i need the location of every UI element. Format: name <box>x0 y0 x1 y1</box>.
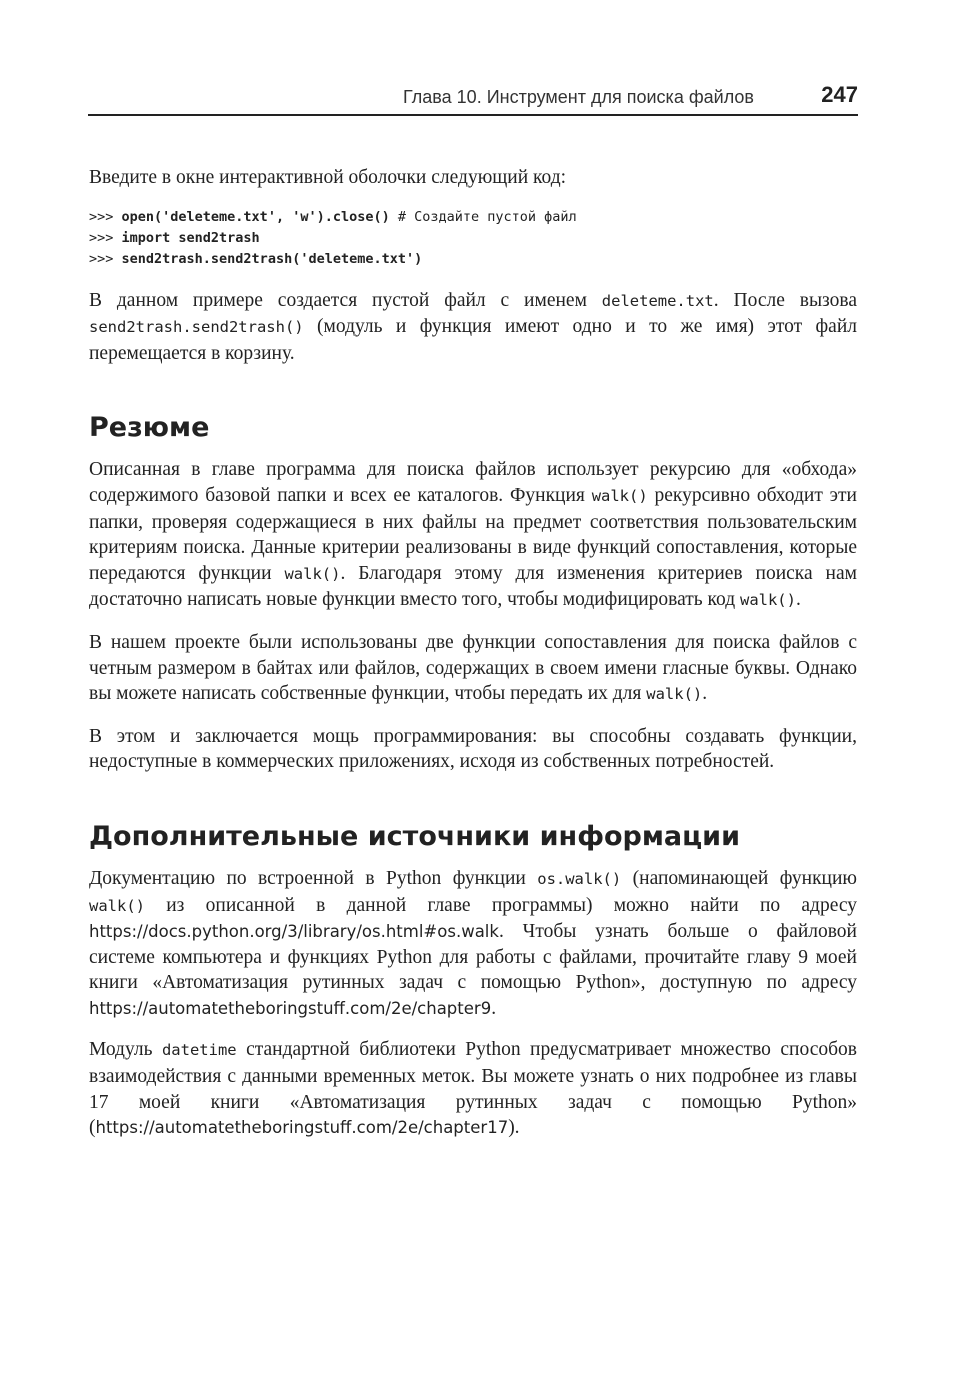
page-header <box>88 84 858 116</box>
text-span: Документацию по встроенной в Python функции <box>89 867 538 889</box>
page-number: 247 <box>821 82 858 107</box>
text-span: (модуль и функция имеют одно и то же имя) этот файл перемещается в корзину. <box>89 316 857 364</box>
text-span: . <box>702 683 708 705</box>
code-block <box>89 207 857 270</box>
text-span: В данном примере создается пустой файл с именем <box>89 289 602 311</box>
text-span: Модуль <box>89 1039 162 1061</box>
inline-code: datetime <box>161 1041 237 1060</box>
inline-code: send2trash.send2trash() <box>89 318 304 337</box>
inline-code: deleteme.txt <box>601 291 714 310</box>
resources-paragraph-2 <box>89 1037 857 1140</box>
code-prompt: >>> <box>89 229 122 246</box>
text-span: В нашем проекте были использованы две функции сопоставления для поиска файлов с четным размером в байтах или файлов, содержащих в своем имени гласные буквы. Однако вы можете написать собственные функции, чтобы передать их для <box>89 631 857 705</box>
inline-code: os.walk() <box>537 869 622 888</box>
summary-paragraph-3: В этом и заключается мощь программирования: вы способны создавать функции, недоступные в коммерческих приложениях, исходя из собственных потребностей. <box>89 725 857 773</box>
code-line-1: open('deleteme.txt', 'w').close() <box>121 208 390 225</box>
text-span: (напоминающей функцию <box>621 867 857 889</box>
resources-heading: Дополнительные источники информации <box>89 820 740 852</box>
text-span: рекурсивно обходит эти папки, проверяя содержащиеся в них файлы на предмет соответствия пользовательским критериям поиска. Данные критерии реализованы в виде функций сопоставления, которые передаются функции <box>89 484 857 584</box>
text-span: . Благодаря этому для изменения критериев поиска нам достаточно написать новые функции вместо того, чтобы модифицировать код <box>89 562 857 611</box>
text-span: ). <box>508 1117 520 1139</box>
summary-paragraph-2 <box>89 630 857 708</box>
text-span: из описанной в данной главе программы) можно найти по адресу <box>145 894 857 916</box>
text-span: Описанная в главе программа для поиска файлов использует рекурсию для «обхода» содержимого базовой папки и всех ее каталогов. Функция <box>89 459 857 506</box>
intro-paragraph: Введите в окне интерактивной оболочки следующий код: <box>89 167 567 188</box>
code-line-2: import send2trash <box>121 229 260 246</box>
code-line-3: send2trash.send2trash('deleteme.txt') <box>121 250 423 267</box>
page-body <box>89 165 857 1157</box>
inline-code: walk() <box>739 591 796 610</box>
inline-code: walk() <box>591 486 648 505</box>
text-span: . После вызова <box>713 289 857 311</box>
inline-code: walk() <box>89 896 145 915</box>
code-prompt: >>> <box>89 208 122 225</box>
code-comment: # Создайте пустой файл <box>389 208 577 225</box>
code-prompt: >>> <box>89 250 122 267</box>
text-span: . <box>795 589 801 611</box>
text-span: . Чтобы узнать больше о файловой системе компьютера и функциях Python для работы с файлами, прочитайте главу 9 моей книги «Автоматизация рутинных задач с помощью Python», доступную по адресу <box>89 921 857 994</box>
text-span: . <box>491 997 497 1019</box>
text-span: стандартной библиотеки Python предусматривает множество способов взаимодействия с данными временных меток. Вы можете узнать о них подробнее из главы 17 моей книги «Автоматизация рутинных задач с помощью Python» ( <box>89 1039 857 1139</box>
inline-code: walk() <box>284 564 341 583</box>
summary-heading: Резюме <box>89 412 210 444</box>
url-link[interactable]: https://docs.python.org/3/library/os.html#os.walk <box>89 922 499 942</box>
resources-paragraph-1 <box>89 866 857 1022</box>
url-link[interactable]: https://automatetheboringstuff.com/2e/chapter9 <box>89 998 492 1018</box>
summary-paragraph-1 <box>89 457 857 614</box>
chapter-title: Глава 10. Инструмент для поиска файлов <box>403 87 754 107</box>
inline-code: walk() <box>646 685 703 704</box>
code-explanation-paragraph <box>89 288 857 367</box>
url-link[interactable]: https://automatetheboringstuff.com/2e/chapter17 <box>95 1118 509 1138</box>
